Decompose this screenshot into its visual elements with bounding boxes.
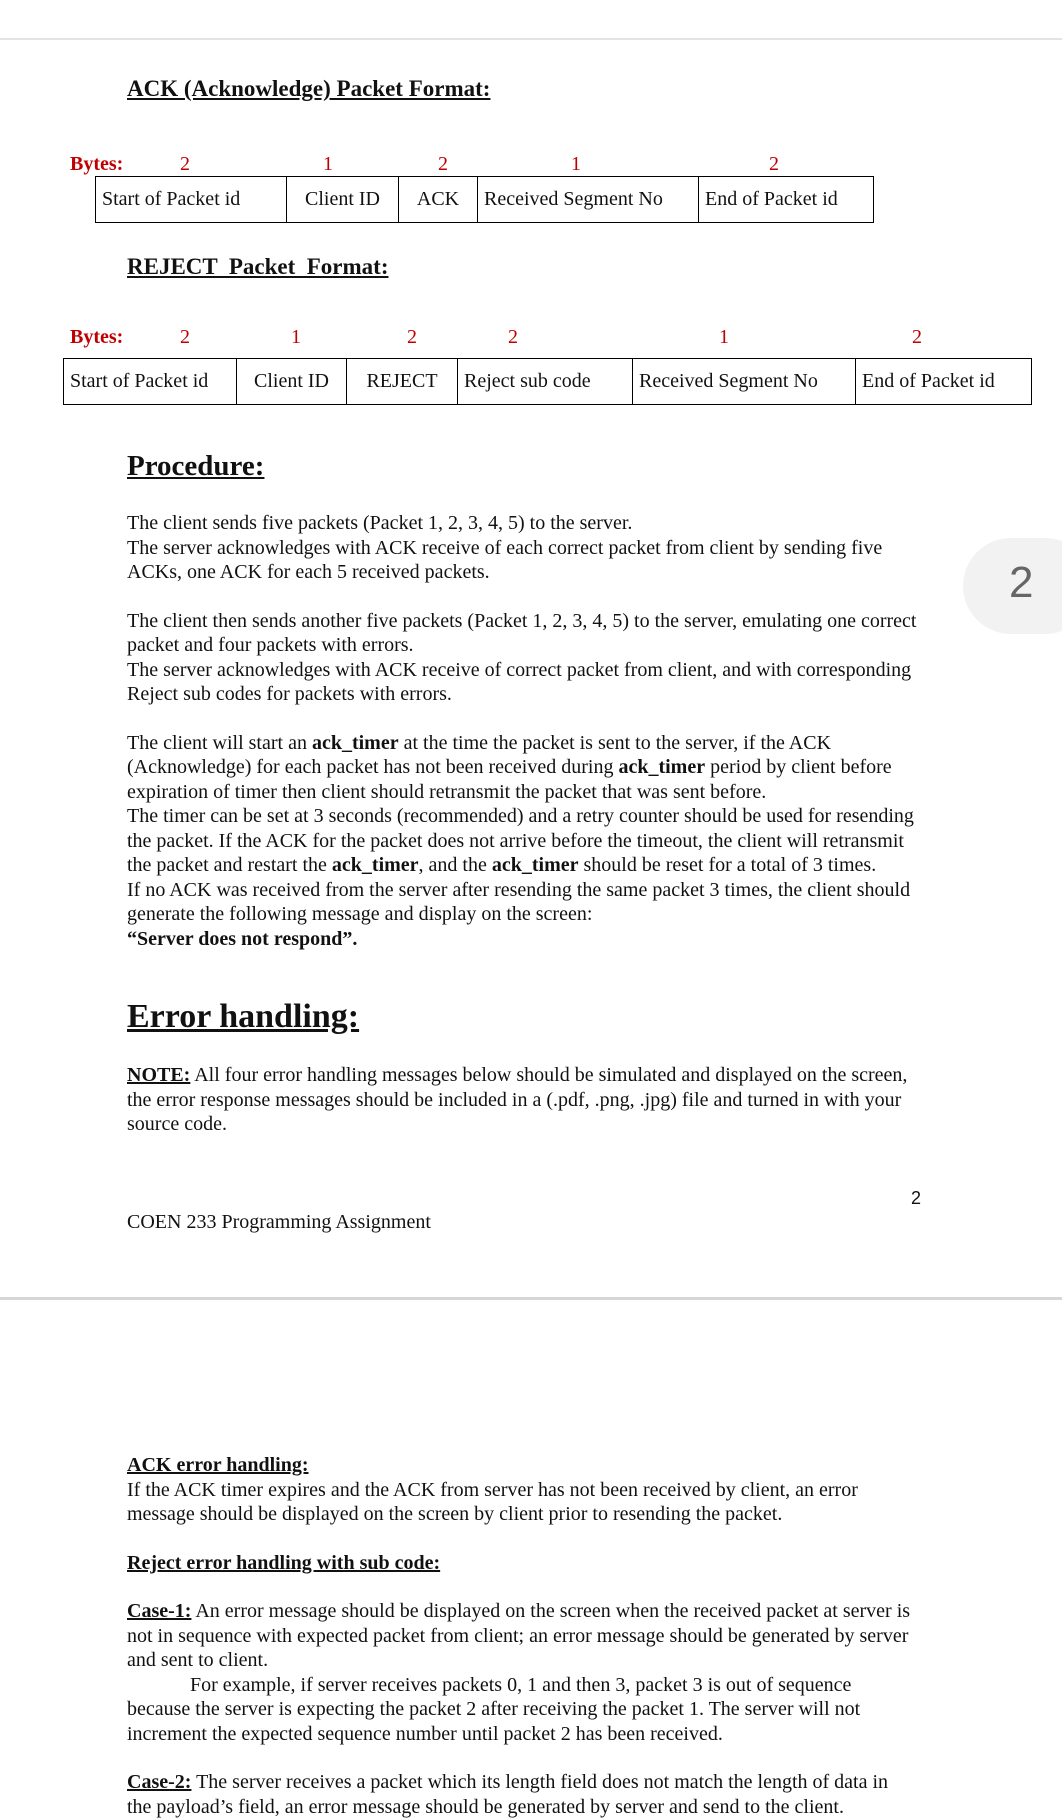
paragraph <box>127 1770 917 1819</box>
paragraph <box>127 804 917 878</box>
paragraph: The server acknowledges with ACK receive of correct packet from client, and with corresponding Reject sub codes for packets with errors. <box>127 658 912 705</box>
ack-timer-term: ack_timer <box>311 731 399 754</box>
procedure-title: Procedure: <box>127 450 265 482</box>
page-separator <box>0 1297 1062 1300</box>
reject-byte-count: 2 <box>180 326 190 348</box>
text-run: , and the <box>418 854 492 876</box>
table-cell: REJECT <box>347 359 458 405</box>
paragraph <box>127 731 917 805</box>
reject-byte-count: 1 <box>719 326 729 348</box>
page-indicator-badge <box>963 538 1062 634</box>
table-row <box>96 177 874 223</box>
reject-format-title: REJECT Packet Format: <box>127 254 389 279</box>
ack-timer-term: ack_timer <box>331 854 419 876</box>
table-cell: Client ID <box>287 177 399 223</box>
table-cell: Received Segment No <box>633 359 856 405</box>
case-label: Case-2: <box>127 1771 192 1793</box>
note-label: NOTE: <box>127 1064 191 1086</box>
reject-bytes-label: Bytes: <box>70 326 124 348</box>
page-indicator-number: 2 <box>1009 558 1034 607</box>
paragraph <box>127 1063 917 1137</box>
table-cell: Reject sub code <box>458 359 633 405</box>
procedure-body <box>127 511 917 951</box>
ack-byte-count: 2 <box>769 153 779 175</box>
page2-body <box>127 1453 917 1819</box>
table-cell: Start of Packet id <box>96 177 287 223</box>
table-row <box>64 359 1032 405</box>
paragraph: For example, if server receives packets 0, 1 and then 3, packet 3 is out of sequence because the server is expecting the packet 2 after receiving the packet 1. The server will not increment the expected sequence number until packet 2 has been received. <box>127 1673 861 1745</box>
paragraph: The client then sends another five packets (Packet 1, 2, 3, 4, 5) to the server, emulating one correct packet and four packets with errors. <box>127 609 917 656</box>
paragraph: The client sends five packets (Packet 1, 2, 3, 4, 5) to the server. <box>127 512 633 534</box>
ack-format-title: ACK (Acknowledge) Packet Format: <box>127 76 491 101</box>
error-handling-note <box>127 1063 917 1137</box>
ack-bytes-label: Bytes: <box>70 153 124 175</box>
server-message: “Server does not respond”. <box>127 927 358 950</box>
footer-course: COEN 233 Programming Assignment <box>127 1211 431 1233</box>
top-divider <box>0 38 1062 40</box>
text-run: period by client before expiration of timer then client should retransmit the packet that was sent before. <box>127 756 892 803</box>
paragraph: The server acknowledges with ACK receive of each correct packet from client by sending five ACKs, one ACK for each 5 received packets. <box>127 536 883 583</box>
table-cell: End of Packet id <box>699 177 874 223</box>
text-run: All four error handling messages below should be simulated and displayed on the screen, the error response messages should be included in a (.pdf, .png, .jpg) file and turned in with your source code. <box>127 1064 908 1135</box>
error-handling-title: Error handling: <box>127 998 360 1035</box>
ack-timer-term: ack_timer <box>491 854 579 876</box>
paragraph <box>127 1599 917 1673</box>
paragraph: If no ACK was received from the server after resending the same packet 3 times, the client should generate the following message and display on the screen: <box>127 878 911 925</box>
table-cell: Client ID <box>237 359 347 405</box>
case-label: Case-1: <box>127 1600 192 1622</box>
ack-byte-count: 1 <box>323 153 333 175</box>
paragraph: If the ACK timer expires and the ACK from server has not been received by client, an error message should be displayed on the screen by client prior to resending the packet. <box>127 1478 858 1525</box>
table-cell: Start of Packet id <box>64 359 237 405</box>
ack-byte-count: 2 <box>180 153 190 175</box>
reject-error-title: Reject error handling with sub code: <box>127 1551 441 1574</box>
text-run: The client will start an <box>127 731 312 754</box>
text-run: An error message should be displayed on the screen when the received packet at server is not in sequence with expected packet from client; an error message should be generated by server and sent to client. <box>127 1600 911 1671</box>
reject-byte-count: 2 <box>407 326 417 348</box>
reject-byte-count: 2 <box>508 326 518 348</box>
table-cell: Received Segment No <box>478 177 699 223</box>
table-cell: End of Packet id <box>856 359 1032 405</box>
page-number: 2 <box>911 1188 922 1208</box>
ack-error-title: ACK error handling: <box>127 1454 309 1476</box>
reject-byte-count: 1 <box>291 326 301 348</box>
reject-byte-count: 2 <box>912 326 922 348</box>
text-run: at the time the packet is sent to the server, if the ACK (Acknowledge) for each packet has not been received during <box>127 731 832 778</box>
ack-packet-table <box>95 176 874 223</box>
reject-packet-table <box>63 358 1032 405</box>
table-cell: ACK <box>399 177 478 223</box>
ack-byte-count: 1 <box>571 153 581 175</box>
ack-byte-count: 2 <box>438 153 448 175</box>
text-run: The server receives a packet which its length field does not match the length of data in the payload’s field, an error message should be generated by server and send to the client. <box>127 1771 889 1818</box>
ack-timer-term: ack_timer <box>618 756 706 778</box>
text-run: should be reset for a total of 3 times. <box>578 854 877 876</box>
text-run: The timer can be set at 3 seconds (recommended) and a retry counter should be used for resending the packet. If the ACK for the packet does not arrive before the timeout, the client will retransmit the packet and restart the <box>127 805 914 876</box>
